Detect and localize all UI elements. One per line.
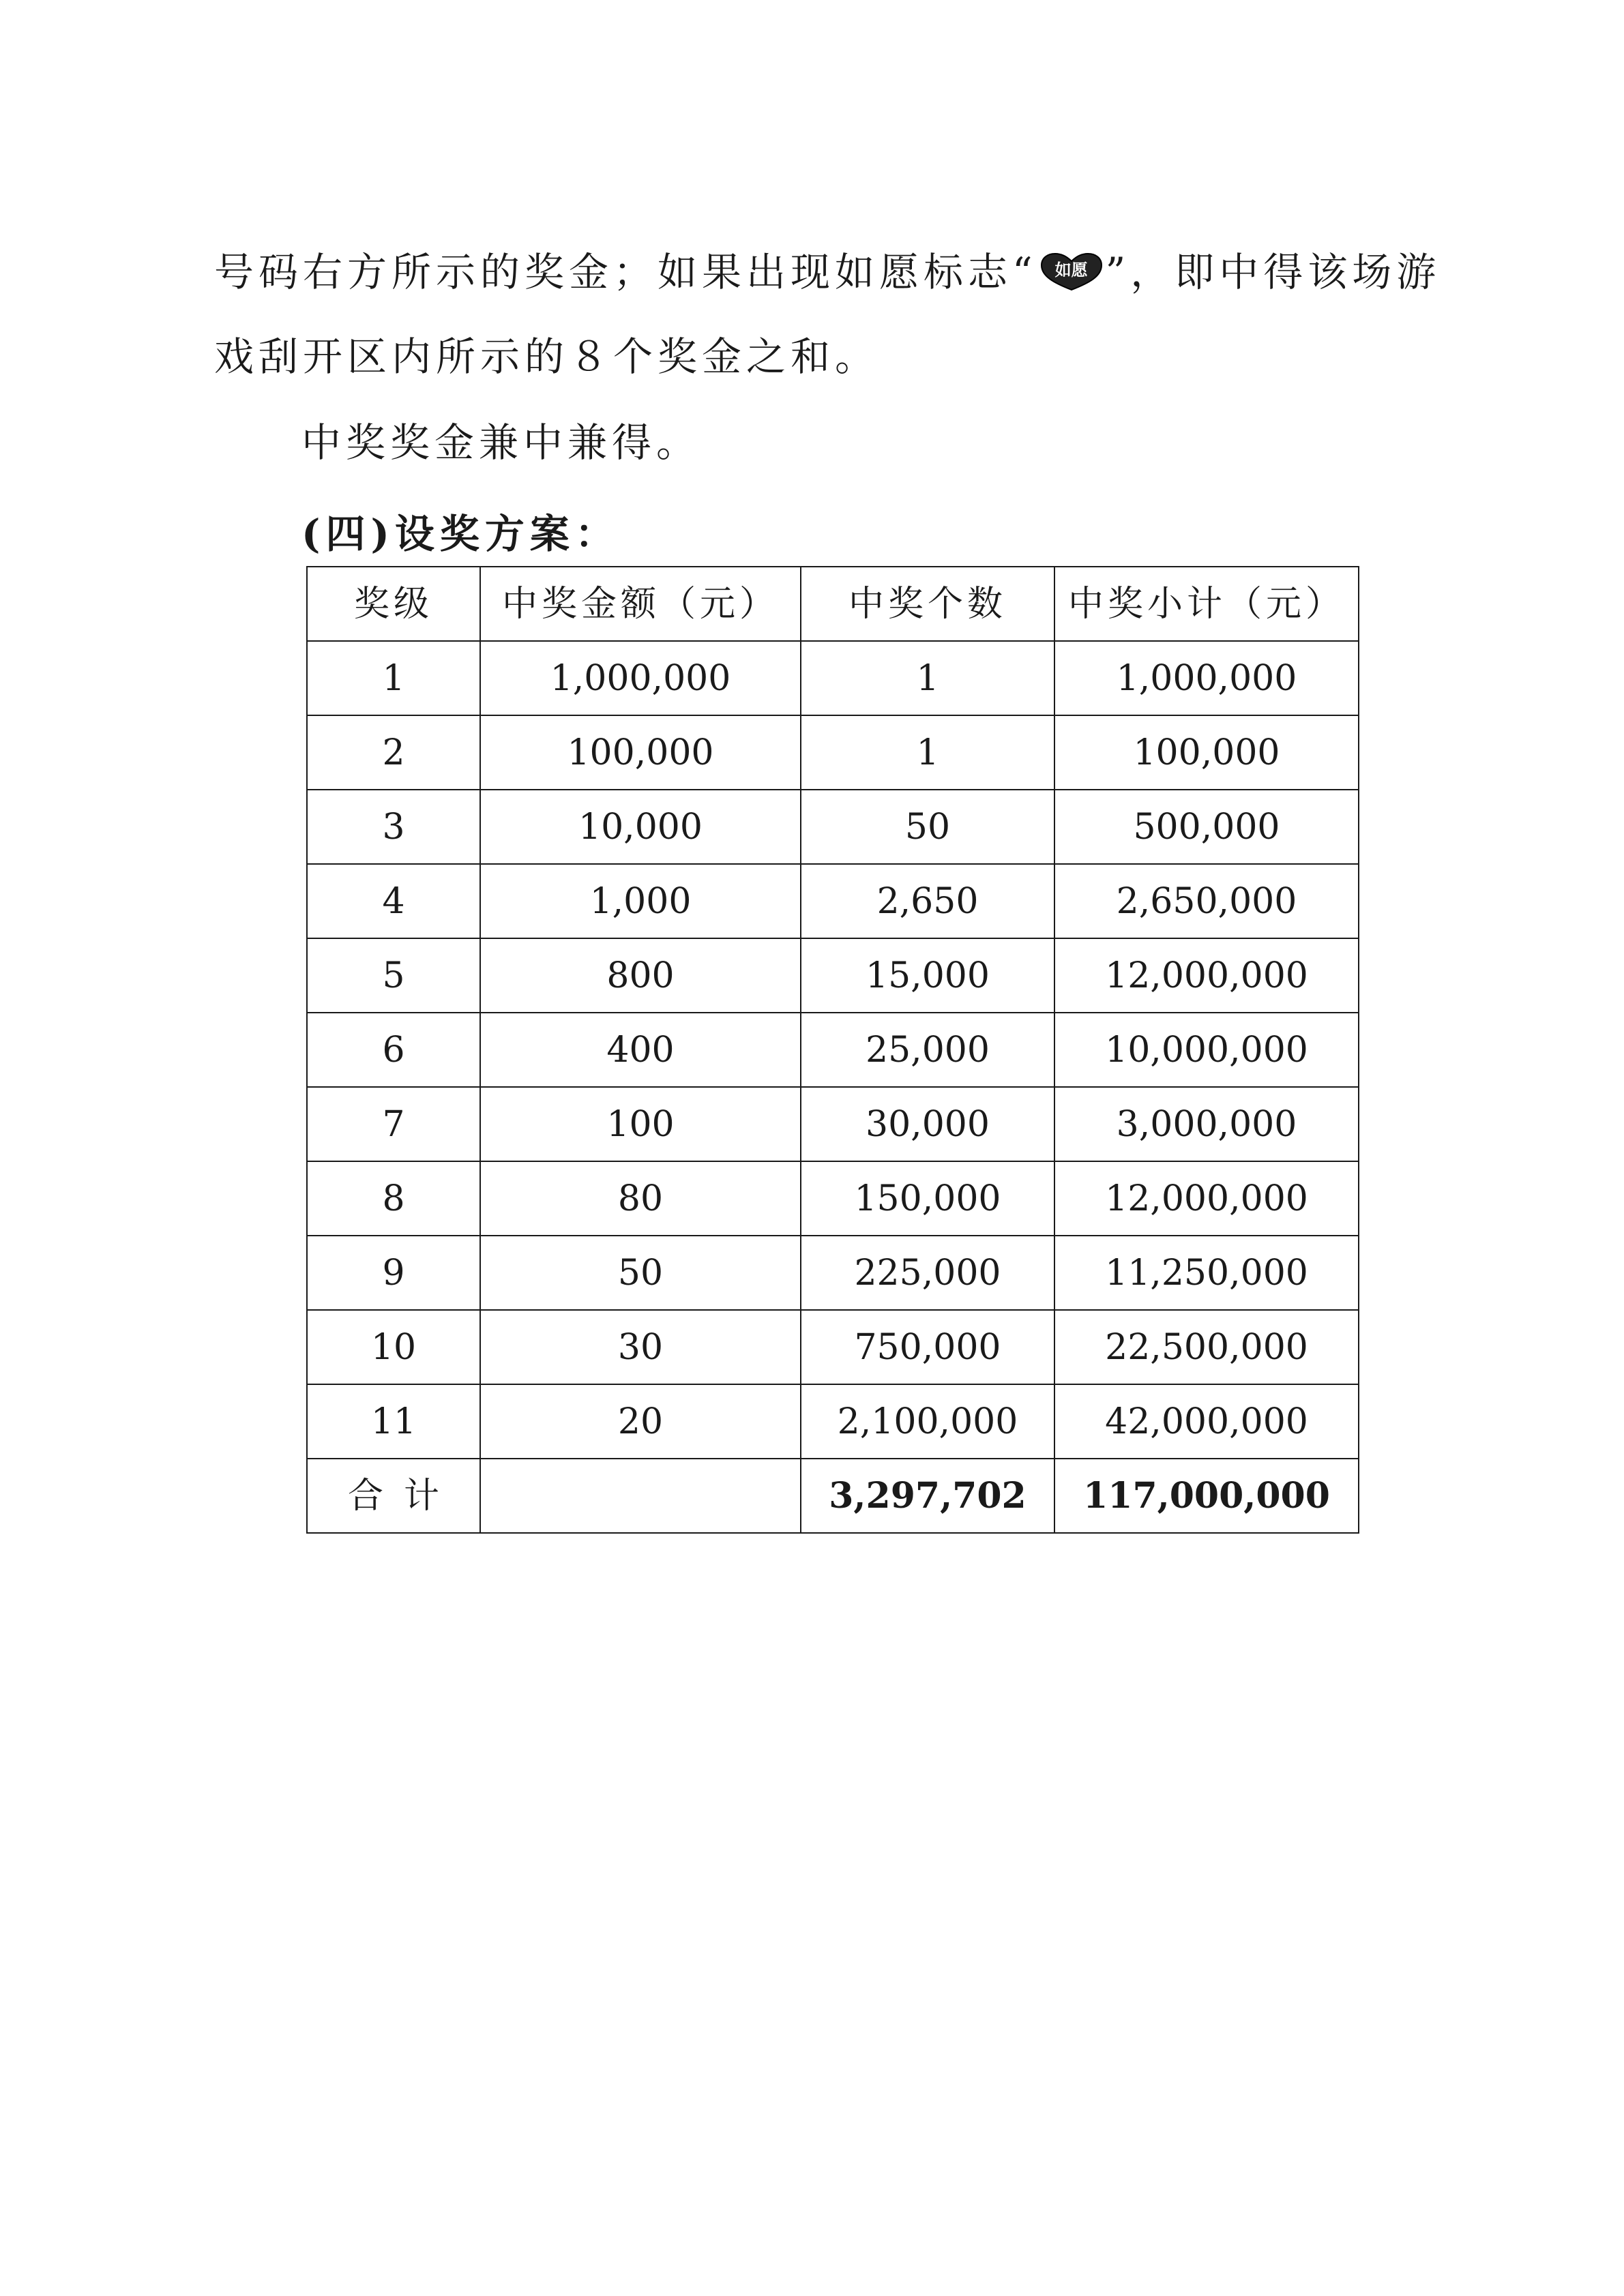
header-amount: 中奖金额（元） <box>480 567 801 641</box>
cell-level: 8 <box>307 1161 480 1236</box>
table-row <box>307 715 1359 790</box>
cell-amount: 100,000 <box>480 715 801 790</box>
cell-subtotal: 10,000,000 <box>1054 1013 1359 1087</box>
cell-count: 150,000 <box>801 1161 1054 1236</box>
cell-amount: 1,000,000 <box>480 641 801 715</box>
table-row <box>307 1310 1359 1384</box>
paragraph-line-2: 戏刮开区内所示的８个奖金之和。 <box>214 333 880 380</box>
cell-level: 5 <box>307 938 480 1013</box>
cell-subtotal: 12,000,000 <box>1054 1161 1359 1236</box>
table-row <box>307 1384 1359 1459</box>
cell-subtotal: 500,000 <box>1054 790 1359 864</box>
cell-level: 6 <box>307 1013 480 1087</box>
cell-amount: 1,000 <box>480 864 801 938</box>
table-row <box>307 1236 1359 1310</box>
cell-amount: 30 <box>480 1310 801 1384</box>
header-level: 奖级 <box>307 567 480 641</box>
table-row <box>307 641 1359 715</box>
line1-before-text: 号码右方所示的奖金；如果出现如愿标志“ <box>214 249 1037 295</box>
cell-subtotal: 22,500,000 <box>1054 1310 1359 1384</box>
total-subtotal: 117,000,000 <box>1054 1459 1359 1533</box>
cell-subtotal: 42,000,000 <box>1054 1384 1359 1459</box>
table-row <box>307 1087 1359 1161</box>
cell-count: 1 <box>801 715 1054 790</box>
paragraph-line-1 <box>214 249 1441 295</box>
cell-subtotal: 2,650,000 <box>1054 864 1359 938</box>
cell-subtotal: 1,000,000 <box>1054 641 1359 715</box>
cell-count: 15,000 <box>801 938 1054 1013</box>
cell-level: 10 <box>307 1310 480 1384</box>
ruyuan-badge-icon <box>1039 252 1104 291</box>
table-row <box>307 790 1359 864</box>
cell-level: 11 <box>307 1384 480 1459</box>
cell-amount: 20 <box>480 1384 801 1459</box>
cell-amount: 10,000 <box>480 790 801 864</box>
cell-level: 2 <box>307 715 480 790</box>
badge-label: 如愿 <box>1054 260 1088 280</box>
cell-level: 7 <box>307 1087 480 1161</box>
header-count: 中奖个数 <box>801 567 1054 641</box>
cell-count: 30,000 <box>801 1087 1054 1161</box>
cell-count: 50 <box>801 790 1054 864</box>
table-row <box>307 938 1359 1013</box>
cell-subtotal: 100,000 <box>1054 715 1359 790</box>
total-amount <box>480 1459 801 1533</box>
table-row <box>307 1013 1359 1087</box>
cell-amount: 800 <box>480 938 801 1013</box>
cell-level: 4 <box>307 864 480 938</box>
cell-level: 3 <box>307 790 480 864</box>
cell-level: 9 <box>307 1236 480 1310</box>
cell-count: 2,650 <box>801 864 1054 938</box>
cell-count: 750,000 <box>801 1310 1054 1384</box>
cell-subtotal: 3,000,000 <box>1054 1087 1359 1161</box>
cell-count: 225,000 <box>801 1236 1054 1310</box>
cell-count: 2,100,000 <box>801 1384 1054 1459</box>
table-header-row <box>307 567 1359 641</box>
cell-subtotal: 12,000,000 <box>1054 938 1359 1013</box>
section-heading: (四)设奖方案： <box>301 511 620 557</box>
header-subtotal: 中奖小计（元） <box>1054 567 1359 641</box>
cell-count: 25,000 <box>801 1013 1054 1087</box>
paragraph-line-3: 中奖奖金兼中兼得。 <box>301 419 701 466</box>
cell-level: 1 <box>307 641 480 715</box>
total-count: 3,297,702 <box>801 1459 1054 1533</box>
total-label: 合计 <box>307 1459 480 1533</box>
prize-table <box>306 566 1359 1534</box>
cell-amount: 50 <box>480 1236 801 1310</box>
table-total-row <box>307 1459 1359 1533</box>
cell-amount: 100 <box>480 1087 801 1161</box>
table-row <box>307 1161 1359 1236</box>
cell-count: 1 <box>801 641 1054 715</box>
cell-amount: 80 <box>480 1161 801 1236</box>
line1-after-text: ”，即中得该场游 <box>1105 249 1441 295</box>
cell-amount: 400 <box>480 1013 801 1087</box>
table-row <box>307 864 1359 938</box>
cell-subtotal: 11,250,000 <box>1054 1236 1359 1310</box>
